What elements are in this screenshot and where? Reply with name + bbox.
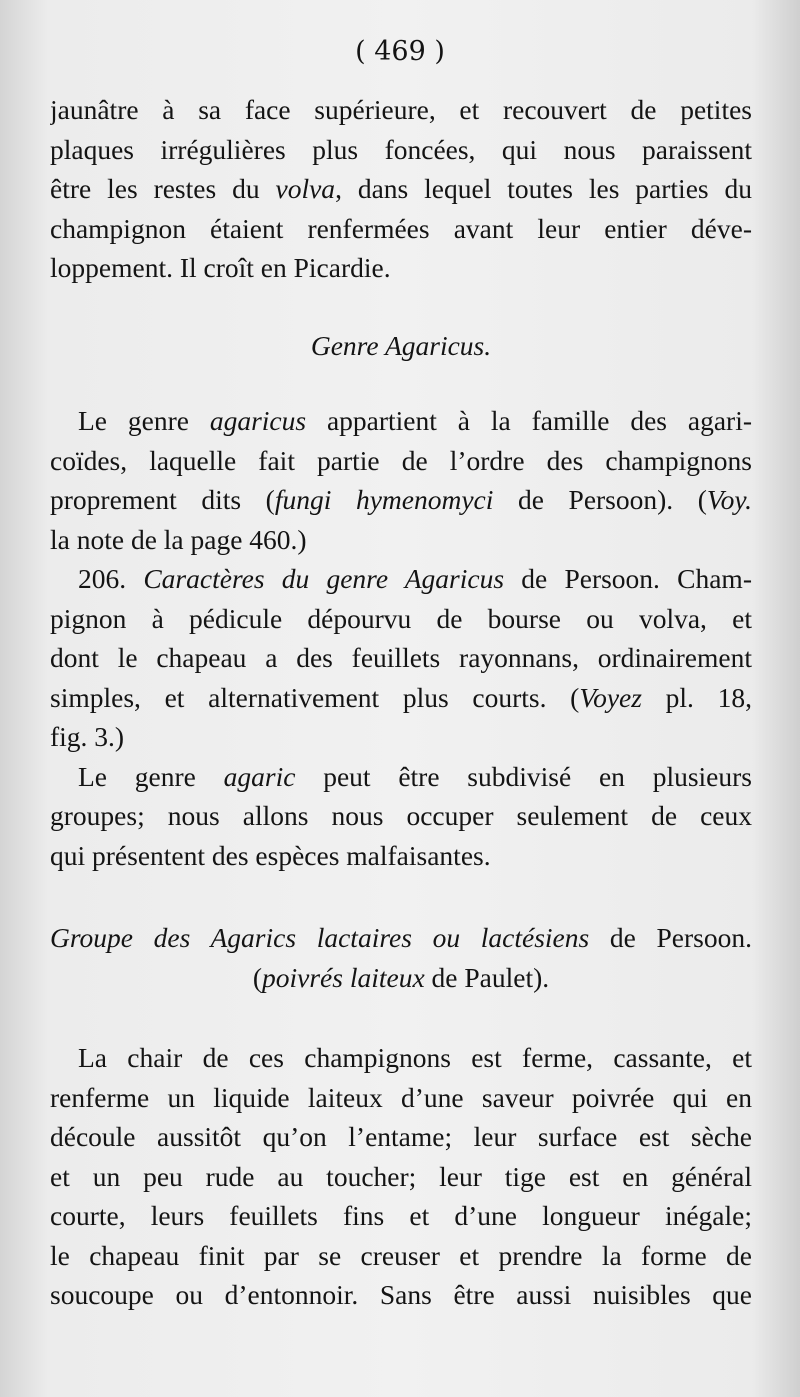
text-line: courte, leurs feuillets fins et d’une longueur inégale; [50,1200,752,1231]
text-line: La chair de ces champignons est ferme, cassante, et [78,1042,752,1073]
text-line: renferme un liquide laiteux d’une saveur poivrée qui en [50,1081,752,1113]
text-line: proprement dits (fungi hymenomyci de Persoon). (Voy. [50,484,752,515]
text-line: qui présentent des espèces malfaisantes. [50,839,491,871]
heading-line: Groupe des Agarics lactaires ou lactésiens de Persoon. [50,922,752,953]
text-line: plaques irrégulières plus foncées, qui nous paraissent [50,133,752,165]
text-line: coïdes, laquelle fait partie de l’ordre des champignons [50,444,752,476]
section-heading-genre: Genre Agaricus. [310,329,492,361]
text-line: Le genre agaricus appartient à la famille des agari- [78,405,752,436]
text-line: 206. Caractères du genre Agaricus de Persoon. Cham- [78,563,752,594]
text-line: et un peu rude au toucher; leur tige est en général [50,1160,752,1192]
paragraph-genre-agaricus [50,401,752,559]
text-line: groupes; nous allons nous occuper seulement de ceux [50,800,752,831]
text-line: pignon à pédicule dépourvu de bourse ou volva, et [50,602,752,634]
text-line: Le genre agaric peut être subdivisé en plusieurs [78,760,752,792]
italic-term: volva [275,173,336,204]
page-body [50,90,752,1315]
heading-line: (poivrés laiteux de Paulet). [252,961,550,993]
text-line: soucoupe ou d’entonnoir. Sans être aussi nuisibles que [50,1279,752,1310]
italic-term: Voy. [706,484,752,515]
paragraph-206 [50,559,752,757]
italic-term: Caractères du genre Agaricus [143,563,505,594]
italic-term: fungi hymenomyci [274,484,494,515]
paragraph-chair [50,1038,752,1315]
italic-term: agaric [223,760,296,792]
text-line: simples, et alternativement plus courts. (Voyez pl. 18, [50,681,752,713]
text-line: le chapeau finit par se creuser et prendre la forme de [50,1239,752,1271]
text-line: fig. 3.) [50,721,125,752]
text-line: champignon étaient renfermées avant leur entier déve- [50,212,752,244]
italic-term: agaricus [209,405,307,436]
text-line: la note de la page 460.) [50,523,307,555]
section-heading-groupe [50,918,752,997]
page-number: ( 469 ) [355,36,445,67]
text-line: loppement. Il croît en Picardie. [50,252,391,283]
text-line: dont le chapeau a des feuillets rayonnans, ordinairement [50,642,752,673]
italic-term: Voyez [579,681,642,713]
text-line: découle aussitôt qu’on l’entame; leur surface est sèche [50,1121,752,1152]
paragraph-volva [50,90,752,288]
text-line: jaunâtre à sa face supérieure, et recouvert de petites [50,94,752,125]
text-line: être les restes du volva, dans lequel toutes les parties du [50,173,752,204]
paragraph-groupes [50,757,752,876]
